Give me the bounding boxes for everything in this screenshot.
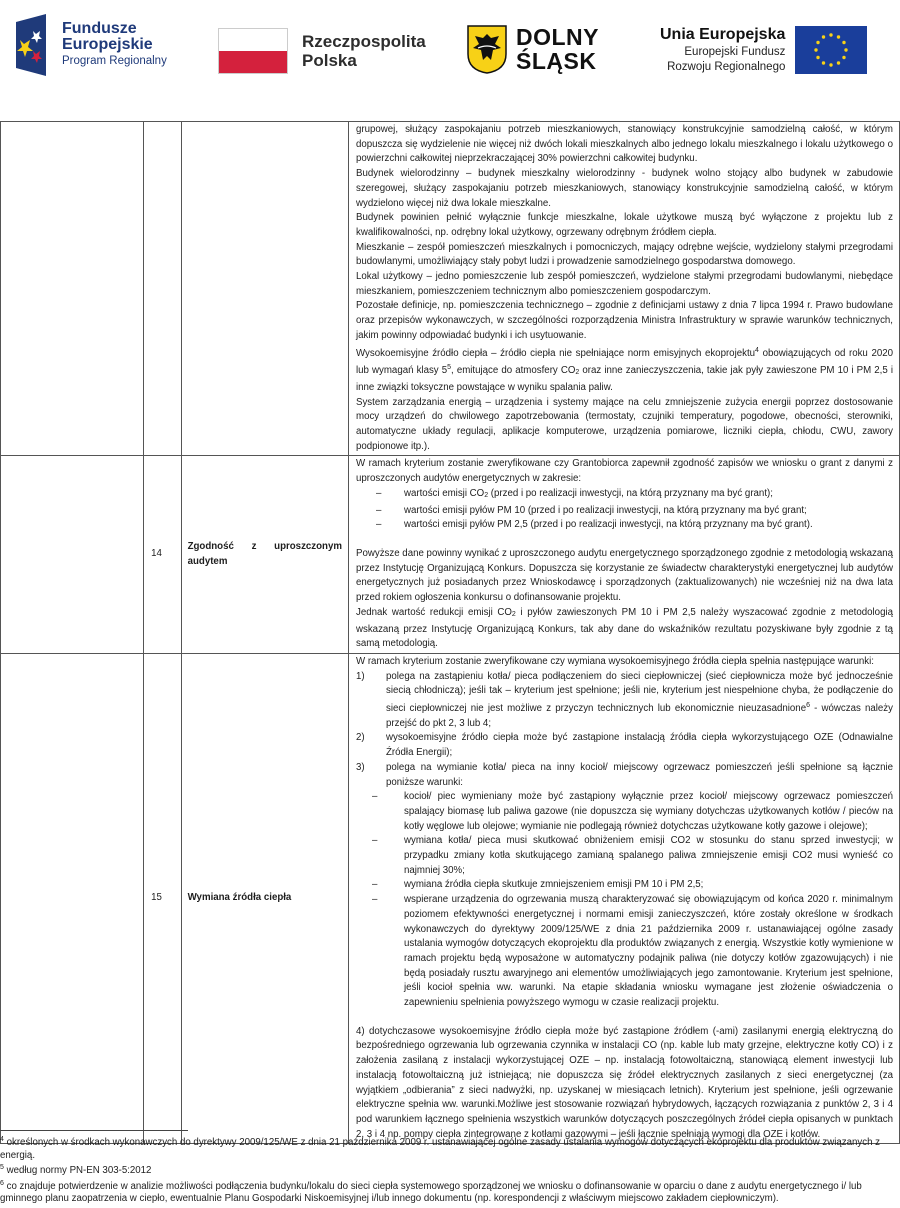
fe-logo-line3: Program Regionalny bbox=[62, 55, 167, 67]
eu-star bbox=[817, 41, 820, 44]
list-item bbox=[356, 731, 893, 760]
emission-list bbox=[356, 487, 893, 533]
criterion-intro: W ramach kryterium zostanie zweryfikowane czy Grantobiorca zapewnił zgodność zapisów we wniosku o grant z danymi z uproszczonych audytów energetycznych w zakresie: bbox=[356, 458, 893, 485]
eu-star bbox=[815, 48, 818, 51]
table-row bbox=[1, 653, 900, 1144]
pl-logo-line1: Rzeczpospolita bbox=[302, 32, 426, 51]
unia-europejska-logo bbox=[660, 25, 867, 75]
list-item: – kocioł/ piec wymieniany może być zastąpiony wyłącznie przez kocioł/ miejscowy ogrzewacz pomieszczeń spalający biomasę lub paliwa gazowe (nie dopuszcza się wymiany dotychczas użytkowanych kotłów / pieców na kotły węglowe lub olejowe; wymianie nie podlegają również dotychczas użytkowane kotły gazowe i olejowe); bbox=[356, 790, 893, 834]
footnote-text: według normy PN-EN 303-5:2012 bbox=[3, 1165, 152, 1176]
footnotes bbox=[0, 1134, 890, 1206]
footnote-ref-4[interactable]: 4 bbox=[755, 346, 759, 354]
polish-flag-icon bbox=[218, 28, 288, 74]
footnote bbox=[0, 1134, 890, 1162]
list-item bbox=[356, 670, 893, 732]
ds-logo-line1: DOLNY bbox=[516, 24, 599, 50]
eu-star bbox=[837, 61, 840, 64]
list-item: – wspierane urządzenia do ogrzewania muszą charakteryzować się obowiązującym od końca 2020 r. minimalnym poziomem efektywności energetycznej i normami emisji zanieczyszczeń, które zostały określone w środkach wykonawczych do dyrektywy 2009/125/WE z dnia 21 października 2009 r. ustanawiającej ogólne zasady ustalania wymogów dotyczących ekoprojektu dla produktów związanych z energią. Wszystkie kotły wymienione w ramach projektu będą wyposażone w automatyczny podajnik paliwa (nie dotyczy kotłów zgazowujących) i nie będą posiadały rusztu awaryjnego ani elementów umożliwiających jego zamontowanie. Kryterium jest spełnione, jeśli kocioł spełnia ww. warunki. Na etapie składania wniosku wymagane jest złożenie oświadczenia o zapewnieniu spełnienia powyższego wymogu w czasie realizacji projektu. bbox=[356, 893, 893, 1011]
footnote-separator bbox=[0, 1130, 188, 1131]
list-item: – wartości emisji pyłów PM 2,5 (przed i po realizacji inwestycji, na którą przyznany ma być grant). bbox=[356, 518, 893, 533]
row-number-cell: 15 bbox=[144, 653, 182, 1144]
footnote-text: co znajduje potwierdzenie w analizie możliwości podłączenia budynku/lokalu do sieci ciepła systemowego sporządzonej we wniosku o dofinansowanie w oparciu o dane z audytu energetycznego i/ lub gminnego planu zaopatrzenia w ciepło, ewentualnie Planu Gospodarki Niskoemisyjnej i/lub innego dokumentu (np. korespondencji z właściwym miejscowo zakładem ciepłowniczym). bbox=[0, 1180, 862, 1204]
subscript: 2 bbox=[511, 610, 516, 618]
criterion-name-word: uproszczonym bbox=[274, 540, 342, 552]
footnote-ref-6[interactable]: 6 bbox=[806, 702, 810, 710]
criterion-name-word: Zgodność bbox=[187, 540, 234, 552]
eu-star bbox=[837, 35, 840, 38]
criterion-description-cell bbox=[349, 122, 900, 456]
text-span: oraz inne zanieczyszczenia, takie jak pyły zawieszone PM 10 i PM 2,5 i inne związki toksyczne powstające w wyniku spalania paliw. bbox=[356, 365, 894, 393]
criterion-paragraph: 4) dotychczasowe wysokoemisyjne źródło ciepła może być zastąpione źródłem (-ami) zasilanymi energią elektryczną do bezpośredniego ogrzewania lub ogrzewania czynnika w instalacji CO (np. kable lub maty grzejne, elektryczne kotły CO) i z założenia zasilaną z instalacji wykorzystującej OZE – np. instalacją fotowoltaiczną, stanowiącą element inwestycji lub instalacją fotowoltaiczną już istniejącą; nie dopuszcza się źródeł elektrycznych zasilanych z sieci energetycznej (za wyjątkiem „odbierania” z sieci nadwyżki, np. uzyskanej w miesiącach letnich). Kryterium jest spełnione, jeśli ogrzewanie elektryczne spełnia ww. warunki.Możliwe jest stosowanie rozwiązań hybrydowych, łączących rozwiązania z punktów 2, 3 i 4 pod warunkiem łącznego spełnienia wszystkich warunków dotyczących poszczególnych źródeł ciepła opisanych w punktach 2, 3 i 4 np. pompy ciepła zintegrowane z kotłami gazowymi – jeśli łącznie spełniają wymogi dla OZE i kotłów. bbox=[356, 1025, 893, 1140]
fe-logo-line2: Europejskie bbox=[62, 36, 153, 53]
text-span: (przed i po realizacji inwestycji, na którą przyznany ma być grant); bbox=[488, 487, 773, 499]
footnote-mark: 6 bbox=[0, 1179, 4, 1187]
ds-logo-line2: ŚLĄSK bbox=[516, 48, 597, 74]
text-span: polega na zastąpieniu kotła/ pieca podłączeniem do sieci ciepłowniczej (sieć ciepłownicza może być jednocześnie siecią chłodniczą); jeśli tak – kryterium jest spełnione; jeśli nie, kryterium jest niespełnione chyba, że podłączenie do sieci ciepłowniczej nie jest możliwe z przyczyn technicznych lub ekonomicznie nieuzasadnione bbox=[386, 670, 893, 715]
list-number: 2) bbox=[356, 732, 365, 744]
footnote-ref-5[interactable]: 5 bbox=[447, 364, 452, 372]
criterion-name-cell: Wymiana źródła ciepła bbox=[181, 653, 348, 1144]
footnote-text: określonych w środkach wykonawczych do dyrektywy 2009/125/WE z dnia 21 października 2009 r. ustanawiającej ogólne zasady ustalania wymogów dotyczących ekoprojektu dla produktów związanych z energią. bbox=[0, 1137, 881, 1161]
empty-cell bbox=[1, 653, 144, 1144]
eu-logo-line2: Europejski Fundusz bbox=[684, 46, 786, 58]
table-row bbox=[1, 122, 900, 456]
text-span: polega na wymianie kotła/ pieca na inny kocioł/ miejscowy ogrzewacz pomieszczeń jeśli spełnione są łącznie poniższe warunki: bbox=[386, 761, 893, 788]
rzeczpospolita-polska-logo bbox=[218, 28, 426, 74]
footnote bbox=[0, 1162, 890, 1178]
text-span: obowiązujących od roku 2020 lub wymagań klasy 5 bbox=[356, 347, 893, 377]
row-number-cell: 14 bbox=[144, 456, 182, 653]
text-span: , emitujące do atmosfery CO bbox=[451, 365, 576, 377]
criterion-name-cell bbox=[181, 456, 348, 653]
eu-star bbox=[830, 63, 833, 66]
criterion-name-word: z bbox=[251, 540, 257, 552]
definition-paragraph: Mieszkanie – zespół pomieszczeń mieszkalnych i pomocniczych, mający odrębne wejście, wydzielony stałymi przegrodami budowlanymi, umożliwiający stały pobyt ludzi i prowadzenie samodzielnego gospodarstwa domowego. bbox=[356, 241, 893, 268]
text-span: Jednak wartość redukcji emisji CO bbox=[356, 606, 512, 618]
criteria-table bbox=[0, 121, 900, 1144]
fe-logo-line1: Fundusze bbox=[62, 20, 137, 37]
row-number-cell bbox=[144, 122, 182, 456]
eu-star bbox=[822, 35, 825, 38]
definition-paragraph: Pozostałe definicje, np. pomieszczenia technicznego – zgodnie z definicjami ustawy z dnia 7 lipca 1994 r. Prawo budowlane oraz przepisów wykonawczych, w szczególności rozporządzenia Ministra Infrastruktury w sprawie warunków technicznych, jakim powinny odpowiadać budynki i ich usytuowanie. bbox=[356, 300, 893, 341]
list-item: – wymiana kotła/ pieca musi skutkować obniżeniem emisji CO2 w stosunku do stanu sprzed inwestycji; w przypadku zmiany kotła skutkującego zamianą spalanego paliwa zmniejszenie emisji CO2 musi wynieść co najmniej 30%; bbox=[356, 834, 893, 878]
eu-star bbox=[843, 41, 846, 44]
definition-paragraph: Budynek powinien pełnić wyłącznie funkcje mieszkalne, lokale użytkowe muszą być wyłączone z projektu lub z kwalifikowalności, np. odrębny lokal użytkowy, ogrzewany odrębnym źródłem ciepła. bbox=[356, 212, 893, 238]
list-number: 3) bbox=[356, 761, 365, 773]
subscript: 2 bbox=[484, 491, 489, 499]
criterion-description-cell bbox=[349, 456, 900, 653]
text-span: Wysokoemisyjne źródło ciepła – źródło ciepła nie spełniające norm emisyjnych ekoprojektu bbox=[356, 347, 756, 359]
criterion-intro: W ramach kryterium zostanie zweryfikowane czy wymiana wysokoemisyjnego źródła ciepła spełnia następujące warunki: bbox=[356, 655, 874, 667]
definition-paragraph: System zarządzania energią – urządzenia i systemy mające na celu zmniejszenie zużycia energii poprzez dostosowanie mocy urządzeń do chwilowego zapotrzebowania (termostaty, czujniki temperatury, pogodowe, obecności, sterowniki, automatyczne układy regulacji, aplikacje komputerowe, urządzenia pomiarowe, liczniki ciepła, chłodu, CWU, zawory podpionowe itp.). bbox=[356, 396, 893, 452]
eu-star bbox=[830, 33, 833, 36]
eu-star bbox=[817, 56, 820, 59]
sub-conditions-list bbox=[356, 790, 893, 1011]
text-span: wysokoemisyjne źródło ciepła może być zastąpione instalacją źródła ciepła wykorzystującego OZE (Odnawialne Źródła Energii); bbox=[386, 732, 893, 759]
dolny-slask-logo bbox=[466, 24, 599, 74]
list-item: – wartości emisji pyłów PM 10 (przed i po realizacji inwestycji, na którą przyznany ma być grant; bbox=[356, 504, 893, 519]
text-span: i pyłów zawieszonych PM 10 i PM 2,5 należy wyszacować zgodnie z metodologią wskazaną przez Instytucję Organizującą Konkurs, tak aby dane do wskaźników rezultatu pozyskiwane były zgodnie z tą samą metodologią. bbox=[356, 606, 893, 650]
eu-star bbox=[845, 48, 848, 51]
subscript: 2 bbox=[575, 369, 580, 377]
criterion-name-cell bbox=[181, 122, 348, 456]
emission-definition-paragraph bbox=[356, 344, 893, 396]
list-item bbox=[356, 761, 893, 1011]
footnote-mark: 5 bbox=[0, 1164, 4, 1171]
empty-cell bbox=[1, 456, 144, 653]
definition-paragraph: grupowej, służący zaspokajaniu potrzeb mieszkaniowych, stanowiący konstrukcyjnie samodzielną całość, w którym dopuszcza się wydzielenie nie więcej niż dwóch lokali mieszkalnych albo jednego lokalu mieszkalnego i lokalu użytkowego o powierzchni całkowitej nieprzekraczającej 30% powierzchni całkowitej budynku. bbox=[356, 124, 893, 165]
empty-cell bbox=[1, 122, 144, 456]
criterion-paragraph: Powyższe dane powinny wynikać z uproszczonego audytu energetycznego sporządzonego zgodnie z metodologią wskazaną przez Instytucję Organizującą Konkurs. Dopuszcza się korzystanie ze świadectw charakterystyki energetycznej lub audytów energetycznych już posiadanych przez Wnioskodawcę i sporządzonych (zaktualizowanych) nie wcześniej niż na dwa lata przed rokiem ogłoszenia konkursu o dofinansowanie projektu. bbox=[356, 547, 893, 604]
eu-star bbox=[822, 61, 825, 64]
conditions-list bbox=[356, 670, 893, 1011]
criterion-paragraph bbox=[356, 606, 893, 652]
eu-star bbox=[843, 56, 846, 59]
footnote bbox=[0, 1178, 890, 1206]
definition-paragraph: Budynek wielorodzinny – budynek mieszkalny wielorodzinny - budynek wolno stojący albo budynek w zabudowie szeregowej, służący zaspokajaniu potrzeb mieszkaniowych, stanowiący konstrukcyjnie samodzielną całość, w którym wydzielono więcej niż dwa lokale mieszkalne. bbox=[356, 168, 893, 209]
criterion-name-word: audytem bbox=[187, 555, 228, 567]
page-header bbox=[0, 0, 900, 100]
list-item: – wymiana źródła ciepła skutkuje zmniejszeniem emisji PM 10 i PM 2,5; bbox=[356, 878, 893, 893]
eu-flag-icon bbox=[795, 26, 867, 74]
fundusze-europejskie-logo bbox=[16, 14, 167, 76]
text-span: - wówczas należy przejść do pkt 2, 3 lub 4; bbox=[386, 703, 893, 729]
criterion-description-cell bbox=[349, 653, 900, 1144]
eu-logo-line3: Rozwoju Regionalnego bbox=[667, 61, 786, 73]
text-span: wartości emisji CO bbox=[404, 487, 485, 499]
fundusze-europejskie-mark-icon bbox=[16, 14, 54, 76]
definition-paragraph: Lokal użytkowy – jedno pomieszczenie lub zespół pomieszczeń, wydzielone stałymi przegrodami budowlanymi, niebędące mieszkaniem, pomieszczeniem technicznym albo pomieszczeniem gospodarczym. bbox=[356, 271, 893, 297]
footnote-mark: 4 bbox=[0, 1136, 4, 1143]
pl-logo-line2: Polska bbox=[302, 51, 357, 70]
list-number: 1) bbox=[356, 670, 365, 682]
eu-logo-line1: Unia Europejska bbox=[660, 26, 786, 43]
dolny-slask-eagle-icon bbox=[466, 24, 508, 74]
list-item bbox=[356, 487, 893, 504]
table-row bbox=[1, 456, 900, 653]
